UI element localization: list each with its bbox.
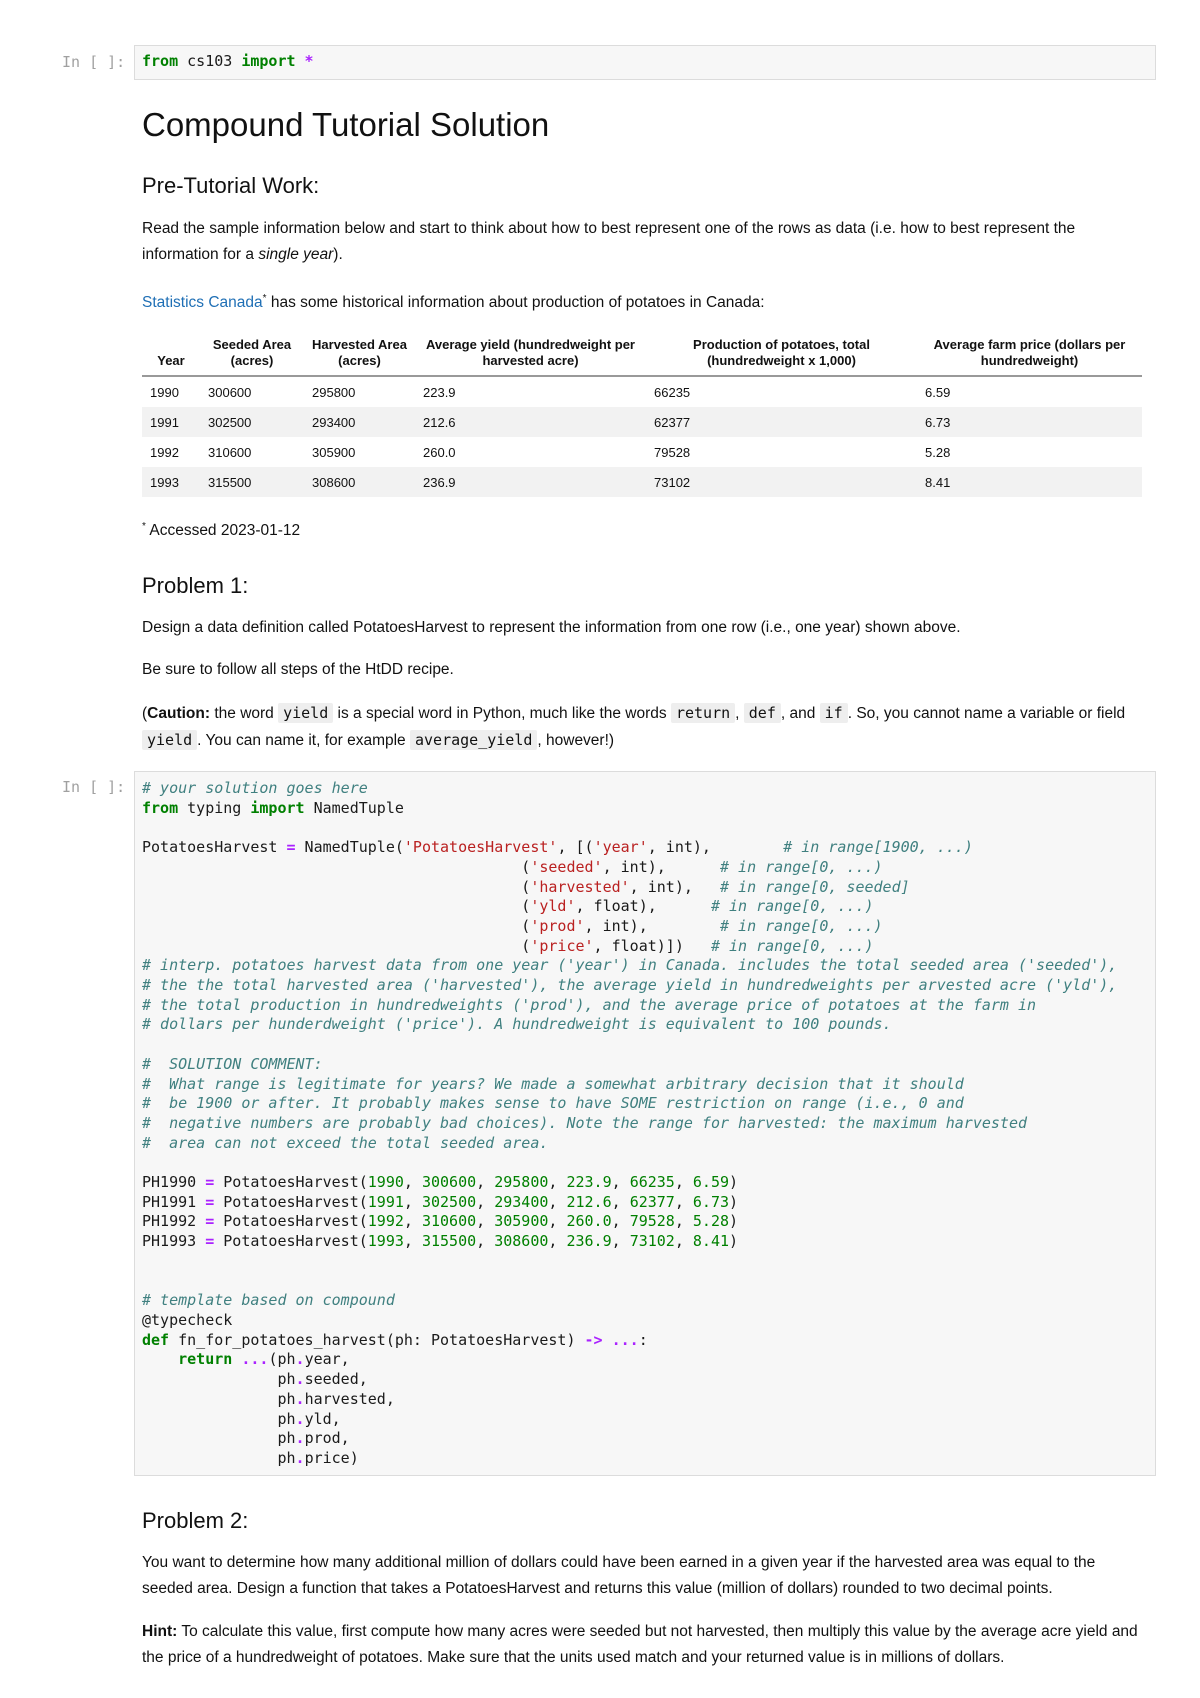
code-line: # area can not exceed the total seeded area.	[142, 1133, 549, 1152]
problem-1-paragraph: Design a data definition called PotatoesHarvest to represent the information from one row (i.e., one year) shown above.	[142, 619, 961, 636]
code-line: ph.seeded,	[142, 1370, 368, 1389]
pre-tutorial-heading: Pre-Tutorial Work:	[142, 173, 320, 198]
table-row	[142, 407, 1142, 437]
code-line: # SOLUTION COMMENT:	[142, 1054, 323, 1073]
code-line: PH1990 = PotatoesHarvest(1990, 300600, 295800, 223.9, 66235, 6.59)	[142, 1173, 739, 1192]
problem-2-heading: Problem 2:	[142, 1508, 249, 1533]
code-line: PotatoesHarvest = NamedTuple('PotatoesHarvest', [('year', int), # in range[1900, ...)	[142, 838, 973, 857]
table-header-production: Production of potatoes, total (hundredweight x 1,000)	[646, 331, 917, 376]
solution-code	[142, 779, 1148, 1469]
code-line: # template based on compound	[142, 1291, 395, 1310]
table-cell: 1991	[142, 407, 200, 437]
code-line: ('harvested', int), # in range[0, seeded]	[142, 877, 910, 896]
code-line: # dollars per hunderdweight ('price'). A hundredweight is equivalent to 100 pounds.	[142, 1015, 892, 1034]
statcan-paragraph: Statistics Canada* has some historical information about production of potatoes in Canada:	[142, 293, 765, 312]
table-cell: 212.6	[415, 407, 646, 437]
table-cell: 310600	[208, 444, 252, 460]
table-cell: 305900	[312, 444, 356, 460]
table-cell: 302500	[200, 407, 304, 437]
table-cell: 79528	[654, 444, 691, 460]
table-cell: 300600	[208, 384, 252, 400]
code-line: ph.price)	[142, 1448, 359, 1467]
table-cell: 1990	[150, 384, 179, 400]
footnote: * Accessed 2023-01-12	[142, 521, 301, 540]
table-cell: 6.73	[917, 407, 1142, 437]
table-cell: 293400	[304, 407, 415, 437]
table-row	[142, 437, 1142, 467]
table-cell: 1992	[150, 444, 179, 460]
table-cell: 308600	[304, 467, 415, 497]
code-line: # be 1900 or after. It probably makes sense to have SOME restriction on range (i.e., 0 and	[142, 1094, 964, 1113]
code-line: PH1991 = PotatoesHarvest(1991, 302500, 293400, 212.6, 62377, 6.73)	[142, 1192, 739, 1211]
cell-prompt: In [ ]:	[62, 53, 126, 71]
table-header-yield: Average yield (hundredweight per harvested acre)	[415, 331, 646, 376]
problem-1-caution: (Caution: the word yield is a special word in Python, much like the words return , def , and if . So, you cannot name a variable or field yield . You can name it, for example average_yield , however!)	[142, 704, 1126, 749]
code-line: # negative numbers are probably bad choices). Note the range for harvested: the maximum harvested	[142, 1113, 1028, 1132]
code-line: ('yld', float), # in range[0, ...)	[142, 897, 874, 916]
code-line: PH1993 = PotatoesHarvest(1993, 315500, 308600, 236.9, 73102, 8.41)	[142, 1232, 739, 1251]
code-line: # your solution goes here	[142, 779, 368, 797]
code-line: return ...(ph.year,	[178, 1350, 350, 1369]
problem-2-hint: Hint: To calculate this value, first compute how many acres were seeded but not harvested, then multiply this value by the average acre yield and the price of a hundredweight of potatoes. Make sure that the units used match and your returned value is in millions of dollars.	[142, 1623, 1138, 1666]
table-header-year: Year	[142, 331, 200, 376]
problem-1-recipe-note: Be sure to follow all steps of the HtDD recipe.	[142, 661, 454, 678]
code-line: ph.prod,	[142, 1429, 350, 1448]
table-cell: 62377	[646, 407, 917, 437]
table-cell: 315500	[200, 467, 304, 497]
code-cell-import[interactable]	[134, 45, 1156, 80]
code-line: # interp. potatoes harvest data from one year ('year') in Canada. includes the total seeded area ('seeded'),	[142, 956, 1118, 975]
table-cell: 1993	[142, 467, 200, 497]
code-line: # the the total harvested area ('harvested'), the average yield in hundredweights per arvested acre ('yld'),	[142, 976, 1118, 995]
table-cell: 223.9	[423, 384, 456, 400]
code-line: # the total production in hundredweights ('prod'), and the average price of potatoes at the farm in	[142, 995, 1037, 1014]
import-star: *	[295, 52, 314, 70]
code-line: ('prod', int), # in range[0, ...)	[142, 916, 883, 935]
table-header-seeded: Seeded Area (acres)	[200, 331, 304, 376]
code-cell-solution[interactable]	[134, 771, 1156, 1476]
code-line: ph.harvested,	[142, 1389, 395, 1408]
potato-data-table	[142, 331, 1142, 497]
code-line: ph.yld,	[142, 1409, 341, 1428]
table-row	[142, 467, 1142, 497]
table-cell: 236.9	[415, 467, 646, 497]
code-line: from typing import NamedTuple	[142, 798, 404, 817]
page-title: Compound Tutorial Solution	[142, 106, 550, 143]
table-cell: 8.41	[917, 467, 1142, 497]
code-line: @typecheck	[142, 1310, 233, 1329]
table-header-price: Average farm price (dollars per hundredweight)	[917, 331, 1142, 376]
problem-2-paragraph: You want to determine how many additional million of dollars could have been earned in a given year if the harvested area was equal to the seeded area. Design a function that takes a PotatoesHarvest and returns this value (million of dollars) rounded to two decimal points.	[142, 1554, 1096, 1597]
pre-tutorial-paragraph: Read the sample information below and start to think about how to best represent one of the rows as data (i.e. how to best represent the information for a single year).	[142, 220, 1076, 263]
code-line: PH1992 = PotatoesHarvest(1992, 310600, 305900, 260.0, 79528, 5.28)	[142, 1212, 739, 1231]
keyword-import: import	[241, 52, 296, 70]
module-name: cs103	[178, 52, 242, 70]
table-cell: 66235	[654, 384, 691, 400]
statcan-link[interactable]: Statistics Canada	[142, 294, 263, 312]
table-cell: 5.28	[925, 444, 951, 460]
keyword-from: from	[142, 52, 179, 70]
code-line: def fn_for_potatoes_harvest(ph: PotatoesHarvest) -> ...:	[142, 1330, 648, 1349]
cell-prompt: In [ ]:	[62, 778, 126, 796]
table-header-harvested: Harvested Area (acres)	[304, 331, 415, 376]
footnote-marker: *	[262, 293, 267, 304]
table-cell: 6.59	[925, 384, 951, 400]
code-line: ('seeded', int), # in range[0, ...)	[142, 857, 883, 876]
problem-1-heading: Problem 1:	[142, 573, 249, 598]
code-line: ('price', float)]) # in range[0, ...)	[142, 936, 874, 955]
table-cell: 295800	[312, 384, 356, 400]
table-cell: 73102	[646, 467, 917, 497]
table-cell: 260.0	[423, 444, 456, 460]
code-line: # What range is legitimate for years? We made a somewhat arbitrary decision that it should	[142, 1074, 964, 1093]
table-row	[142, 376, 1142, 407]
